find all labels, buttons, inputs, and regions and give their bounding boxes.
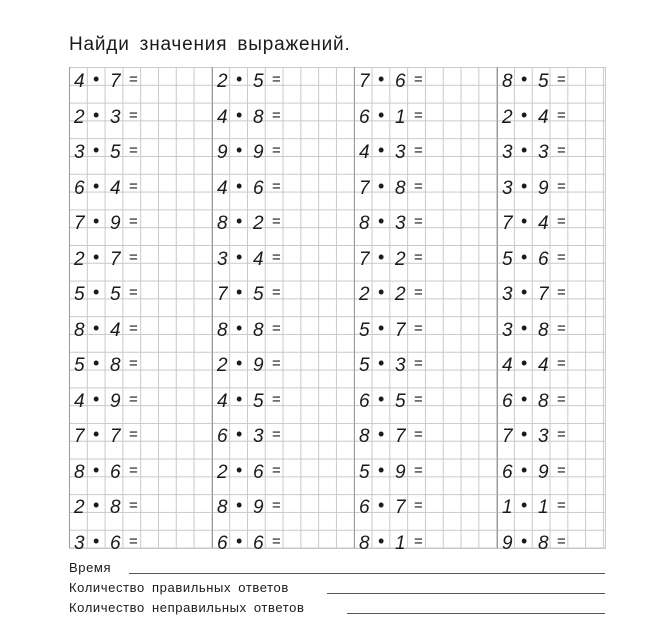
second-factor: 8 bbox=[253, 319, 264, 341]
exercise-grid bbox=[69, 67, 606, 554]
equals-sign: = bbox=[557, 319, 566, 337]
second-factor: 6 bbox=[253, 177, 264, 199]
equals-sign: = bbox=[129, 461, 138, 479]
multiply-sign: • bbox=[93, 530, 100, 551]
multiply-sign: • bbox=[378, 211, 385, 231]
equals-sign: = bbox=[414, 390, 423, 408]
multiply-sign: • bbox=[236, 317, 243, 338]
first-factor: 4 bbox=[217, 177, 228, 199]
first-factor: 7 bbox=[74, 213, 85, 234]
multiply-sign: • bbox=[378, 140, 385, 160]
exercise-item[interactable] bbox=[212, 280, 300, 315]
equals-sign: = bbox=[272, 532, 281, 550]
second-factor: 2 bbox=[395, 284, 406, 305]
first-factor: 6 bbox=[502, 390, 513, 412]
second-factor: 9 bbox=[253, 497, 264, 518]
multiply-sign: • bbox=[521, 104, 528, 125]
multiply-sign: • bbox=[521, 246, 528, 267]
exercise-item[interactable] bbox=[212, 209, 300, 244]
second-factor: 2 bbox=[253, 213, 264, 234]
exercise-item[interactable] bbox=[497, 174, 585, 209]
first-factor: 5 bbox=[502, 248, 513, 270]
multiply-sign: • bbox=[236, 140, 243, 160]
first-factor: 4 bbox=[359, 142, 370, 163]
first-factor: 6 bbox=[217, 532, 228, 554]
multiply-sign: • bbox=[378, 104, 385, 125]
first-factor: 7 bbox=[74, 426, 85, 447]
equals-sign: = bbox=[414, 461, 423, 479]
equals-sign: = bbox=[414, 497, 423, 514]
first-factor: 3 bbox=[502, 284, 513, 305]
first-factor: 2 bbox=[74, 106, 85, 128]
equals-sign: = bbox=[414, 355, 423, 372]
first-factor: 7 bbox=[502, 426, 513, 447]
second-factor: 7 bbox=[395, 497, 406, 518]
exercise-item[interactable] bbox=[497, 493, 585, 528]
multiply-sign: • bbox=[236, 388, 243, 409]
multiply-sign: • bbox=[378, 282, 385, 302]
multiply-sign: • bbox=[236, 282, 243, 302]
multiply-sign: • bbox=[93, 495, 100, 515]
exercise-item[interactable] bbox=[212, 245, 300, 280]
second-factor: 3 bbox=[395, 355, 406, 376]
equals-sign: = bbox=[272, 248, 281, 266]
second-factor: 4 bbox=[538, 213, 549, 234]
exercise-item[interactable] bbox=[497, 245, 585, 280]
exercise-item[interactable] bbox=[354, 67, 442, 102]
first-factor: 7 bbox=[359, 177, 370, 199]
exercise-item[interactable] bbox=[354, 351, 442, 386]
time-answer-line[interactable] bbox=[129, 573, 605, 574]
second-factor: 8 bbox=[110, 355, 121, 376]
second-factor: 3 bbox=[253, 426, 264, 447]
second-factor: 7 bbox=[110, 71, 121, 92]
multiply-sign: • bbox=[521, 175, 528, 196]
exercise-item[interactable] bbox=[354, 529, 442, 564]
first-factor: 2 bbox=[359, 284, 370, 305]
second-factor: 3 bbox=[395, 213, 406, 234]
equals-sign: = bbox=[272, 213, 281, 230]
multiply-sign: • bbox=[521, 140, 528, 160]
exercise-item[interactable] bbox=[69, 174, 157, 209]
multiply-sign: • bbox=[236, 246, 243, 267]
multiply-sign: • bbox=[93, 104, 100, 125]
multiply-sign: • bbox=[378, 175, 385, 196]
exercise-item[interactable] bbox=[212, 138, 300, 173]
exercise-item[interactable] bbox=[497, 280, 585, 315]
equals-sign: = bbox=[129, 142, 138, 159]
multiply-sign: • bbox=[521, 282, 528, 302]
second-factor: 9 bbox=[110, 213, 121, 234]
second-factor: 9 bbox=[253, 142, 264, 163]
exercise-item[interactable] bbox=[354, 458, 442, 493]
multiply-sign: • bbox=[236, 459, 243, 480]
multiply-sign: • bbox=[93, 459, 100, 480]
wrong-answer-line[interactable] bbox=[347, 613, 605, 614]
equals-sign: = bbox=[414, 426, 423, 443]
first-factor: 2 bbox=[217, 71, 228, 92]
second-factor: 5 bbox=[253, 284, 264, 305]
exercise-item[interactable] bbox=[212, 103, 300, 138]
equals-sign: = bbox=[414, 319, 423, 337]
exercise-item[interactable] bbox=[212, 387, 300, 422]
exercise-item[interactable] bbox=[497, 351, 585, 386]
first-factor: 3 bbox=[502, 142, 513, 163]
equals-sign: = bbox=[414, 213, 423, 230]
first-factor: 8 bbox=[217, 319, 228, 341]
second-factor: 1 bbox=[538, 497, 549, 518]
first-factor: 4 bbox=[217, 106, 228, 128]
equals-sign: = bbox=[557, 532, 566, 550]
first-factor: 8 bbox=[359, 532, 370, 554]
exercise-item[interactable] bbox=[212, 174, 300, 209]
equals-sign: = bbox=[272, 71, 281, 88]
first-factor: 2 bbox=[217, 461, 228, 483]
correct-label: Количество правильных ответов bbox=[69, 580, 289, 595]
page-title: Найди значения выражений. bbox=[69, 34, 351, 55]
exercise-item[interactable] bbox=[69, 351, 157, 386]
exercise-item[interactable] bbox=[354, 493, 442, 528]
equals-sign: = bbox=[129, 497, 138, 514]
exercise-item[interactable] bbox=[354, 174, 442, 209]
equals-sign: = bbox=[414, 106, 423, 124]
second-factor: 4 bbox=[110, 319, 121, 341]
exercise-item[interactable] bbox=[69, 103, 157, 138]
multiply-sign: • bbox=[236, 211, 243, 231]
multiply-sign: • bbox=[236, 175, 243, 196]
equals-sign: = bbox=[272, 284, 281, 301]
first-factor: 7 bbox=[359, 71, 370, 92]
exercise-item[interactable] bbox=[69, 245, 157, 280]
exercise-item[interactable] bbox=[212, 67, 300, 102]
multiply-sign: • bbox=[521, 317, 528, 338]
equals-sign: = bbox=[272, 355, 281, 372]
second-factor: 1 bbox=[395, 532, 406, 554]
first-factor: 2 bbox=[217, 355, 228, 376]
first-factor: 1 bbox=[502, 497, 513, 518]
equals-sign: = bbox=[129, 319, 138, 337]
second-factor: 9 bbox=[538, 461, 549, 483]
equals-sign: = bbox=[414, 71, 423, 88]
equals-sign: = bbox=[557, 390, 566, 408]
first-factor: 3 bbox=[502, 177, 513, 199]
multiply-sign: • bbox=[93, 424, 100, 444]
equals-sign: = bbox=[129, 213, 138, 230]
second-factor: 8 bbox=[538, 532, 549, 554]
wrong-label: Количество неправильных ответов bbox=[69, 600, 305, 615]
equals-sign: = bbox=[557, 284, 566, 301]
first-factor: 6 bbox=[502, 461, 513, 483]
first-factor: 5 bbox=[74, 355, 85, 376]
multiply-sign: • bbox=[93, 140, 100, 160]
exercise-item[interactable] bbox=[212, 351, 300, 386]
correct-answer-line[interactable] bbox=[327, 593, 605, 594]
second-factor: 6 bbox=[253, 461, 264, 483]
first-factor: 5 bbox=[359, 355, 370, 376]
multiply-sign: • bbox=[378, 388, 385, 409]
equals-sign: = bbox=[414, 248, 423, 266]
multiply-sign: • bbox=[236, 104, 243, 125]
second-factor: 5 bbox=[110, 284, 121, 305]
second-factor: 5 bbox=[253, 71, 264, 92]
equals-sign: = bbox=[557, 355, 566, 372]
equals-sign: = bbox=[557, 213, 566, 230]
multiply-sign: • bbox=[93, 211, 100, 231]
multiply-sign: • bbox=[521, 69, 528, 89]
equals-sign: = bbox=[129, 426, 138, 443]
exercise-item[interactable] bbox=[69, 458, 157, 493]
equals-sign: = bbox=[414, 177, 423, 195]
second-factor: 7 bbox=[538, 284, 549, 305]
second-factor: 6 bbox=[253, 532, 264, 554]
multiply-sign: • bbox=[521, 353, 528, 373]
exercise-item[interactable] bbox=[69, 529, 157, 564]
second-factor: 7 bbox=[110, 248, 121, 270]
second-factor: 7 bbox=[395, 319, 406, 341]
first-factor: 8 bbox=[359, 426, 370, 447]
exercise-item[interactable] bbox=[497, 458, 585, 493]
equals-sign: = bbox=[272, 142, 281, 159]
multiply-sign: • bbox=[521, 459, 528, 480]
multiply-sign: • bbox=[378, 353, 385, 373]
first-factor: 5 bbox=[74, 284, 85, 305]
second-factor: 5 bbox=[395, 390, 406, 412]
second-factor: 3 bbox=[538, 142, 549, 163]
exercise-item[interactable] bbox=[69, 316, 157, 351]
equals-sign: = bbox=[272, 390, 281, 408]
equals-sign: = bbox=[414, 142, 423, 159]
first-factor: 8 bbox=[359, 213, 370, 234]
equals-sign: = bbox=[272, 177, 281, 195]
first-factor: 5 bbox=[359, 461, 370, 483]
exercise-item[interactable] bbox=[497, 138, 585, 173]
equals-sign: = bbox=[129, 106, 138, 124]
equals-sign: = bbox=[557, 461, 566, 479]
exercise-item[interactable] bbox=[497, 209, 585, 244]
first-factor: 4 bbox=[502, 355, 513, 376]
second-factor: 4 bbox=[538, 106, 549, 128]
multiply-sign: • bbox=[521, 495, 528, 515]
exercise-item[interactable] bbox=[69, 387, 157, 422]
equals-sign: = bbox=[272, 497, 281, 514]
first-factor: 7 bbox=[502, 213, 513, 234]
equals-sign: = bbox=[129, 177, 138, 195]
second-factor: 6 bbox=[110, 532, 121, 554]
equals-sign: = bbox=[557, 177, 566, 195]
footer-wrong bbox=[69, 600, 605, 615]
first-factor: 2 bbox=[74, 497, 85, 518]
second-factor: 8 bbox=[538, 319, 549, 341]
second-factor: 9 bbox=[395, 461, 406, 483]
multiply-sign: • bbox=[521, 530, 528, 551]
exercise-item[interactable] bbox=[69, 209, 157, 244]
multiply-sign: • bbox=[93, 246, 100, 267]
first-factor: 8 bbox=[217, 213, 228, 234]
equals-sign: = bbox=[129, 532, 138, 550]
first-factor: 6 bbox=[359, 106, 370, 128]
exercise-item[interactable] bbox=[212, 458, 300, 493]
multiply-sign: • bbox=[378, 69, 385, 89]
exercise-item[interactable] bbox=[69, 422, 157, 457]
multiply-sign: • bbox=[93, 282, 100, 302]
first-factor: 9 bbox=[217, 142, 228, 163]
second-factor: 5 bbox=[538, 71, 549, 92]
first-factor: 8 bbox=[74, 461, 85, 483]
first-factor: 4 bbox=[217, 390, 228, 412]
multiply-sign: • bbox=[378, 246, 385, 267]
second-factor: 9 bbox=[253, 355, 264, 376]
second-factor: 6 bbox=[110, 461, 121, 483]
first-factor: 9 bbox=[502, 532, 513, 554]
multiply-sign: • bbox=[236, 424, 243, 444]
multiply-sign: • bbox=[521, 424, 528, 444]
exercise-item[interactable] bbox=[69, 138, 157, 173]
exercise-item[interactable] bbox=[354, 280, 442, 315]
exercise-item[interactable] bbox=[212, 493, 300, 528]
second-factor: 6 bbox=[395, 71, 406, 92]
exercise-item[interactable] bbox=[497, 387, 585, 422]
exercise-item[interactable] bbox=[212, 422, 300, 457]
second-factor: 3 bbox=[395, 142, 406, 163]
first-factor: 4 bbox=[74, 71, 85, 92]
equals-sign: = bbox=[557, 71, 566, 88]
first-factor: 7 bbox=[217, 284, 228, 305]
first-factor: 3 bbox=[74, 532, 85, 554]
second-factor: 4 bbox=[110, 177, 121, 199]
second-factor: 4 bbox=[538, 355, 549, 376]
multiply-sign: • bbox=[236, 495, 243, 515]
multiply-sign: • bbox=[236, 530, 243, 551]
first-factor: 3 bbox=[74, 142, 85, 163]
exercise-item[interactable] bbox=[354, 245, 442, 280]
first-factor: 6 bbox=[74, 177, 85, 199]
second-factor: 5 bbox=[110, 142, 121, 163]
first-factor: 2 bbox=[502, 106, 513, 128]
first-factor: 3 bbox=[502, 319, 513, 341]
equals-sign: = bbox=[557, 426, 566, 443]
first-factor: 7 bbox=[359, 248, 370, 270]
first-factor: 8 bbox=[74, 319, 85, 341]
multiply-sign: • bbox=[93, 353, 100, 373]
second-factor: 1 bbox=[395, 106, 406, 128]
second-factor: 9 bbox=[110, 390, 121, 412]
exercise-item[interactable] bbox=[212, 316, 300, 351]
multiply-sign: • bbox=[93, 69, 100, 89]
second-factor: 7 bbox=[395, 426, 406, 447]
time-label: Время bbox=[69, 560, 112, 575]
exercise-item[interactable] bbox=[354, 316, 442, 351]
footer-time bbox=[69, 560, 605, 575]
second-factor: 2 bbox=[395, 248, 406, 270]
exercise-item[interactable] bbox=[354, 103, 442, 138]
exercise-item[interactable] bbox=[497, 316, 585, 351]
exercise-item[interactable] bbox=[69, 67, 157, 102]
second-factor: 4 bbox=[253, 248, 264, 270]
second-factor: 8 bbox=[538, 390, 549, 412]
equals-sign: = bbox=[414, 532, 423, 550]
exercise-item[interactable] bbox=[497, 67, 585, 102]
equals-sign: = bbox=[129, 284, 138, 301]
exercise-item[interactable] bbox=[497, 529, 585, 564]
multiply-sign: • bbox=[93, 388, 100, 409]
exercise-item[interactable] bbox=[497, 422, 585, 457]
exercise-item[interactable] bbox=[69, 493, 157, 528]
equals-sign: = bbox=[272, 426, 281, 443]
footer-correct bbox=[69, 580, 605, 595]
equals-sign: = bbox=[272, 461, 281, 479]
first-factor: 4 bbox=[74, 390, 85, 412]
multiply-sign: • bbox=[378, 495, 385, 515]
multiply-sign: • bbox=[521, 388, 528, 409]
exercise-item[interactable] bbox=[354, 138, 442, 173]
equals-sign: = bbox=[129, 71, 138, 88]
equals-sign: = bbox=[557, 142, 566, 159]
multiply-sign: • bbox=[93, 175, 100, 196]
second-factor: 3 bbox=[110, 106, 121, 128]
first-factor: 8 bbox=[502, 71, 513, 92]
exercise-item[interactable] bbox=[69, 280, 157, 315]
multiply-sign: • bbox=[236, 353, 243, 373]
multiply-sign: • bbox=[521, 211, 528, 231]
equals-sign: = bbox=[414, 284, 423, 301]
second-factor: 9 bbox=[538, 177, 549, 199]
equals-sign: = bbox=[129, 248, 138, 266]
exercise-item[interactable] bbox=[497, 103, 585, 138]
second-factor: 6 bbox=[538, 248, 549, 270]
multiply-sign: • bbox=[378, 459, 385, 480]
first-factor: 6 bbox=[217, 426, 228, 447]
first-factor: 8 bbox=[217, 497, 228, 518]
multiply-sign: • bbox=[378, 530, 385, 551]
exercise-item[interactable] bbox=[354, 422, 442, 457]
first-factor: 6 bbox=[359, 497, 370, 518]
equals-sign: = bbox=[557, 106, 566, 124]
multiply-sign: • bbox=[378, 424, 385, 444]
multiply-sign: • bbox=[236, 69, 243, 89]
equals-sign: = bbox=[272, 106, 281, 124]
second-factor: 7 bbox=[110, 426, 121, 447]
equals-sign: = bbox=[129, 390, 138, 408]
first-factor: 6 bbox=[359, 390, 370, 412]
second-factor: 5 bbox=[253, 390, 264, 412]
first-factor: 5 bbox=[359, 319, 370, 341]
second-factor: 3 bbox=[538, 426, 549, 447]
exercise-item[interactable] bbox=[354, 387, 442, 422]
first-factor: 2 bbox=[74, 248, 85, 270]
exercise-item[interactable] bbox=[212, 529, 300, 564]
equals-sign: = bbox=[557, 497, 566, 514]
equals-sign: = bbox=[129, 355, 138, 372]
exercise-item[interactable] bbox=[354, 209, 442, 244]
equals-sign: = bbox=[272, 319, 281, 337]
second-factor: 8 bbox=[253, 106, 264, 128]
equals-sign: = bbox=[557, 248, 566, 266]
multiply-sign: • bbox=[378, 317, 385, 338]
second-factor: 8 bbox=[110, 497, 121, 518]
second-factor: 8 bbox=[395, 177, 406, 199]
multiply-sign: • bbox=[93, 317, 100, 338]
first-factor: 3 bbox=[217, 248, 228, 270]
